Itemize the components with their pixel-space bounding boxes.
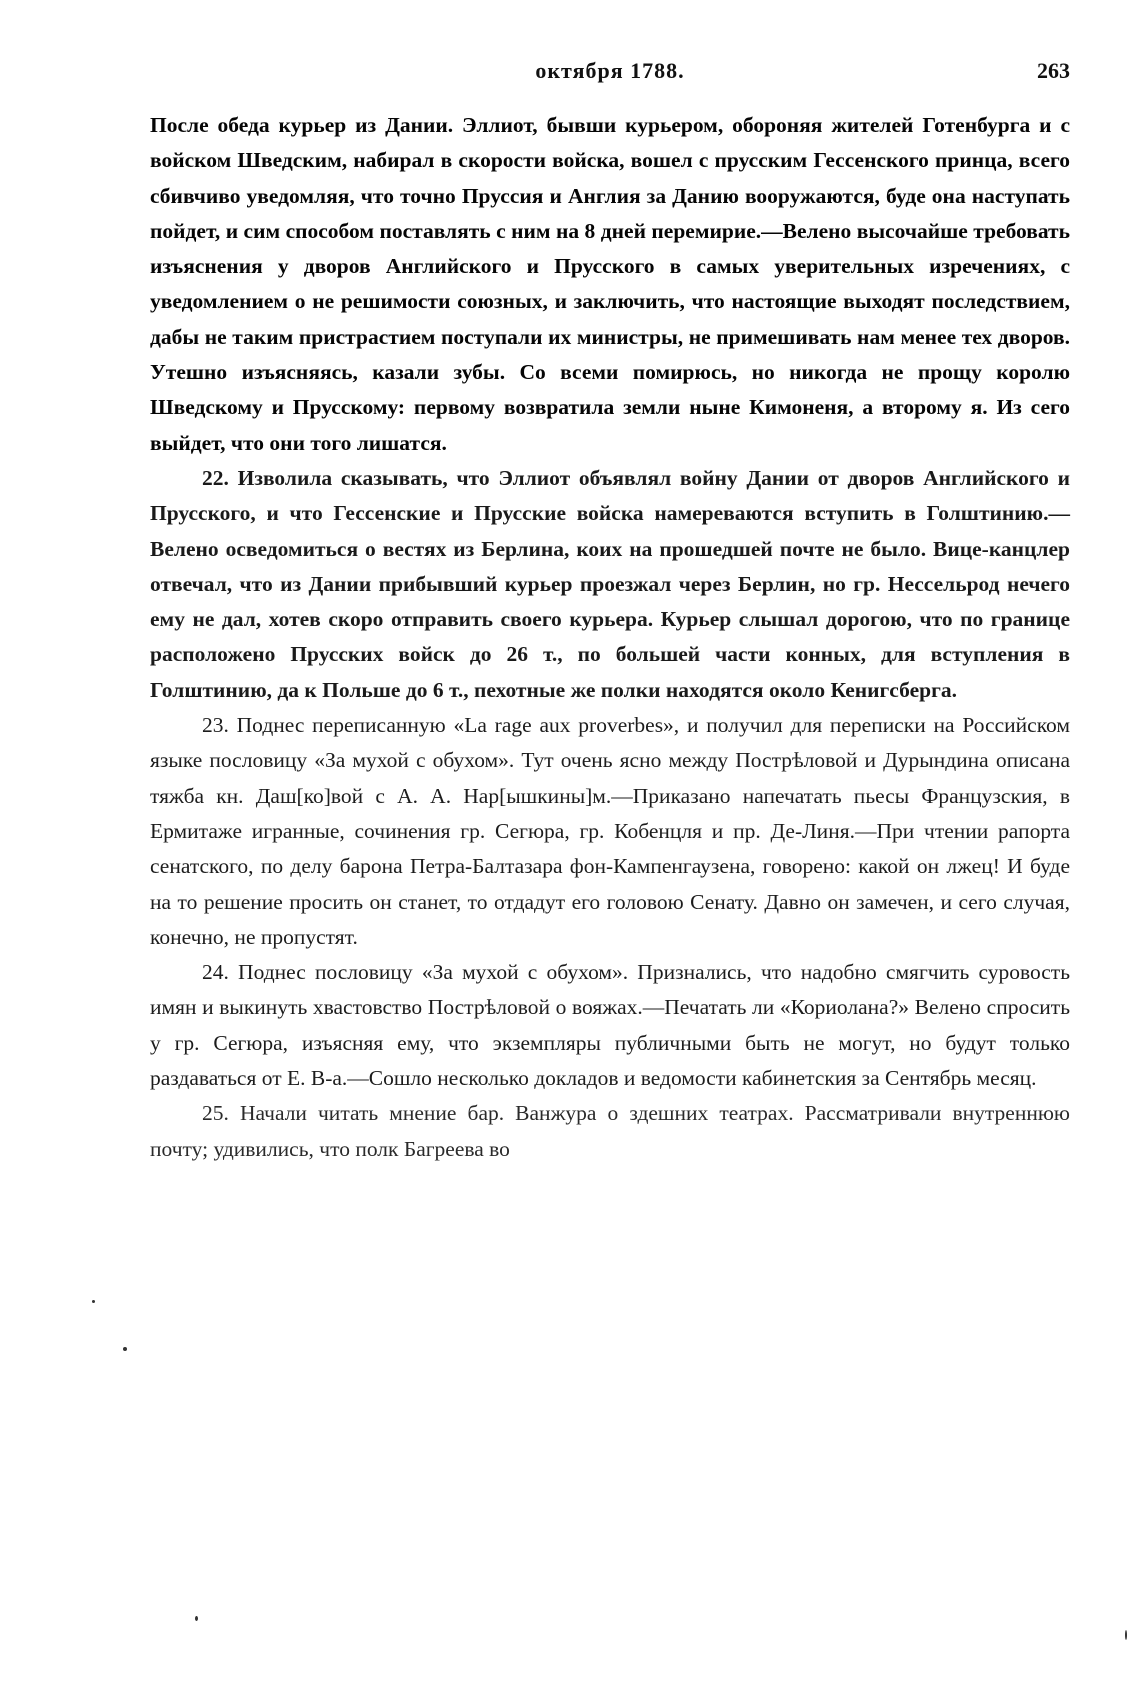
running-header-title: октября 1788.	[535, 58, 685, 83]
page-number: 263	[1037, 58, 1070, 83]
paragraph-intro: После обеда курьер из Дании. Эллиот, бывши курьером, обороняя жителей Готенбурга и с войском Шведским, набирал в скорости войска, вошел с прусским Гессенского принца, всего сбивчиво уведомляя, что точно Пруссия и Англия за Данию вооружаются, буде она наступать пойдет, и сим способом поставлять с ним на 8 дней перемирие.—Велено высочайше требовать изъяснения у дворов Английского и Прусского в самых уверительных изречениях, с уведомлением о не решимости союзных, и заключить, что настоящие выходят последствием, дабы не таким пристрастием поступали их министры, не примешивать нам менее тех дворов. Утешно изъясняясь, казали зубы. Со всеми помирюсь, но никогда не прощу королю Шведскому и Прусскому: первому возвратила земли ныне Кимоненя, а второму я. Из сего выйдет, что они того лишатся.	[150, 113, 1070, 455]
running-header	[150, 58, 1070, 88]
body-text	[150, 108, 1070, 1167]
paragraph-22: 22. Изволила сказывать, что Эллиот объявлял войну Дании от дворов Английского и Прусского, и что Гессенские и Прусские войска намереваются вступить в Голштинию.—Велено осведомиться о вестях из Берлина, коих на прошедшей почте не было. Вице-канцлер отвечал, что из Дании прибывший курьер проезжал через Берлин, но гр. Нессельрод нечего ему не дал, хотев скоро отправить своего курьера. Курьер слышал дорогою, что по границе расположено Прусских войск до 26 т., по большей части конных, для вступления в Голштинию, да к Польше до 6 т., пехотные же полки находятся около Кенигсберга.	[150, 465, 1070, 702]
paragraph-24: 24. Поднес пословицу «За мухой с обухом». Признались, что надобно смягчить суровость имян и выкинуть хвастовство Пострѣловой о вояжах.—Печатать ли «Кориолана?» Велено спросить у гр. Сегюра, изъясняя ему, что экземпляры публичными быть не могут, но будут только раздаваться от Е. В-а.—Сошло несколько докладов и ведомости кабинетския за Сентябрь месяц.	[150, 960, 1070, 1091]
scan-speck	[92, 1300, 95, 1303]
scan-speck	[1125, 1630, 1127, 1640]
scan-speck	[195, 1616, 198, 1621]
paragraph-23: 23. Поднес переписанную «La rage aux proverbes», и получил для переписки на Российском языке пословицу «За мухой с обухом». Тут очень ясно между Пострѣловой и Дурындина описана тяжба кн. Даш[ко]вой с А. А. Нар[ышкины]м.—Приказано напечатать пьесы Французския, в Ермитаже игранные, сочинения гр. Сегюра, гр. Кобенцля и пр. Де-Линя.—При чтении рапорта сенатского, по делу барона Петра-Балтазара фон-Кампенгаузена, говорено: какой он лжец! И буде на то решение просить он станет, то отдадут его головою Сенату. Давно он замечен, и сего случая, конечно, не пропустят.	[150, 713, 1070, 949]
scan-speck	[123, 1347, 127, 1351]
paragraph-25: 25. Начали читать мнение бар. Ванжура о здешних театрах. Рассматривали внутреннюю почту; удивились, что полк Багреева во	[150, 1101, 1070, 1161]
